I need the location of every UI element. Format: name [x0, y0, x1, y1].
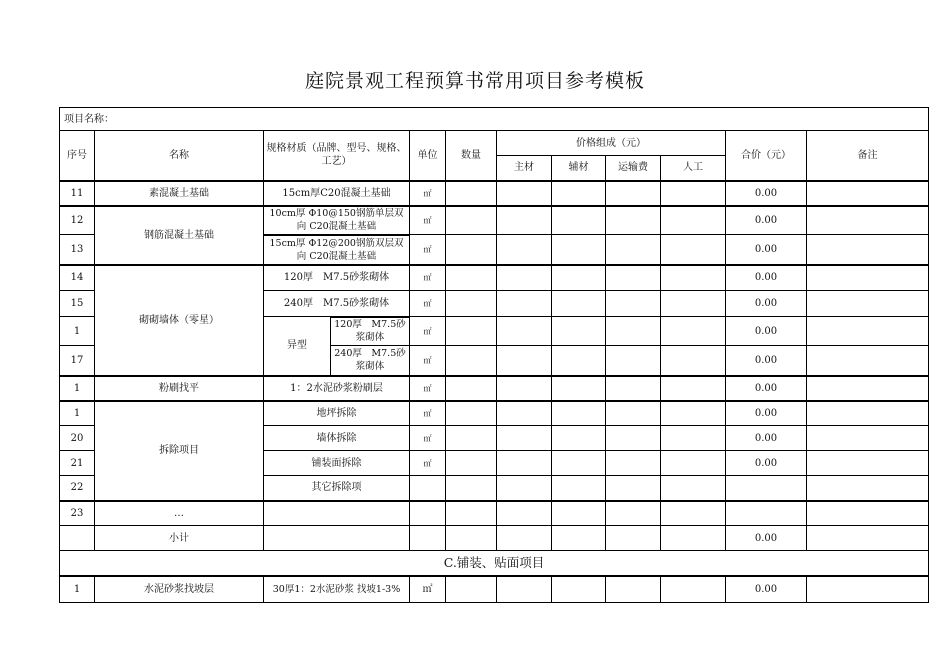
row-qty — [446, 346, 497, 376]
row-unit: ㎡ — [410, 346, 446, 376]
header-labor: 人工 — [661, 156, 726, 181]
row-total — [726, 476, 807, 501]
row-freight — [606, 265, 661, 291]
row-qty — [446, 265, 497, 291]
row-freight — [606, 501, 661, 526]
table-row — [60, 501, 929, 526]
row-labor — [661, 376, 726, 401]
row-index: 1 — [60, 401, 95, 426]
row-name: … — [95, 501, 264, 526]
row-unit — [410, 526, 446, 551]
row-spec: 10cm厚 Φ10@150钢筋单层双向 C20混凝土基础 — [264, 206, 410, 235]
row-index: 17 — [60, 346, 95, 376]
row-unit: ㎡ — [410, 265, 446, 291]
row-freight — [606, 346, 661, 376]
row-main — [497, 576, 552, 603]
row-freight — [606, 206, 661, 235]
subtotal-row — [60, 526, 929, 551]
header-aux: 辅材 — [552, 156, 606, 181]
row-index: 1 — [60, 376, 95, 401]
row-main — [497, 401, 552, 426]
row-aux — [552, 317, 606, 346]
row-spec: 120厚 M7.5砂浆砌体 — [331, 317, 410, 346]
row-main — [497, 235, 552, 265]
row-freight — [606, 451, 661, 476]
table-row — [60, 181, 929, 206]
row-labor — [661, 476, 726, 501]
row-index: 22 — [60, 476, 95, 501]
row-total — [726, 501, 807, 526]
row-labor — [661, 265, 726, 291]
row-remark — [807, 426, 929, 451]
row-index: 1 — [60, 576, 95, 603]
table-row — [60, 401, 929, 426]
row-aux — [552, 576, 606, 603]
row-spec: 铺装面拆除 — [264, 451, 410, 476]
project-name-label: 项目名称： — [60, 108, 929, 131]
row-aux — [552, 346, 606, 376]
row-aux — [552, 426, 606, 451]
row-spec — [264, 526, 410, 551]
row-unit: ㎡ — [410, 451, 446, 476]
row-spec: 120厚 M7.5砂浆砌体 — [264, 265, 410, 291]
row-index — [60, 526, 95, 551]
row-remark — [807, 235, 929, 265]
header-freight: 运输费 — [606, 156, 661, 181]
row-main — [497, 291, 552, 317]
row-main — [497, 206, 552, 235]
row-index: 21 — [60, 451, 95, 476]
row-group-name: 拆除项目 — [95, 401, 264, 501]
row-labor — [661, 501, 726, 526]
table-row — [60, 265, 929, 291]
row-spec: 15cm厚C20混凝土基础 — [264, 181, 410, 206]
row-aux — [552, 526, 606, 551]
row-aux — [552, 376, 606, 401]
row-aux — [552, 265, 606, 291]
row-total: 0.00 — [726, 317, 807, 346]
row-main — [497, 265, 552, 291]
row-spec: 其它拆除项 — [264, 476, 410, 501]
project-name-row — [60, 108, 929, 131]
row-qty — [446, 426, 497, 451]
row-remark — [807, 291, 929, 317]
row-unit — [410, 476, 446, 501]
row-index: 12 — [60, 206, 95, 235]
row-main — [497, 451, 552, 476]
row-remark — [807, 346, 929, 376]
row-labor — [661, 235, 726, 265]
row-qty — [446, 181, 497, 206]
row-aux — [552, 206, 606, 235]
row-unit — [410, 501, 446, 526]
row-index: 23 — [60, 501, 95, 526]
row-freight — [606, 426, 661, 451]
row-aux — [552, 476, 606, 501]
row-qty — [446, 576, 497, 603]
row-aux — [552, 181, 606, 206]
row-spec: 15cm厚 Φ12@200钢筋双层双向 C20混凝土基础 — [264, 235, 410, 265]
row-qty — [446, 317, 497, 346]
row-freight — [606, 401, 661, 426]
subtotal-total: 0.00 — [726, 526, 807, 551]
row-total: 0.00 — [726, 265, 807, 291]
row-total: 0.00 — [726, 576, 807, 603]
row-spec — [264, 501, 410, 526]
row-qty — [446, 235, 497, 265]
row-total: 0.00 — [726, 426, 807, 451]
header-name: 名称 — [95, 131, 264, 181]
header-qty: 数量 — [446, 131, 497, 181]
page-title: 庭院景观工程预算书常用项目参考模板 — [304, 70, 645, 92]
row-qty — [446, 376, 497, 401]
row-freight — [606, 576, 661, 603]
row-total: 0.00 — [726, 401, 807, 426]
row-remark — [807, 526, 929, 551]
header-spec: 规格材质（品牌、型号、规格、工艺） — [264, 131, 410, 181]
row-aux — [552, 451, 606, 476]
header-main: 主材 — [497, 156, 552, 181]
row-freight — [606, 291, 661, 317]
row-name: 水泥砂浆找坡层 — [95, 576, 264, 603]
row-main — [497, 317, 552, 346]
row-spec: 地坪拆除 — [264, 401, 410, 426]
row-labor — [661, 426, 726, 451]
row-total: 0.00 — [726, 181, 807, 206]
row-remark — [807, 401, 929, 426]
row-index: 11 — [60, 181, 95, 206]
row-total: 0.00 — [726, 206, 807, 235]
row-freight — [606, 526, 661, 551]
row-subgroup-name: 异型 — [264, 317, 331, 376]
row-unit: ㎡ — [410, 291, 446, 317]
row-labor — [661, 206, 726, 235]
row-labor — [661, 346, 726, 376]
row-labor — [661, 181, 726, 206]
row-remark — [807, 451, 929, 476]
row-group-name: 砌砌墙体（零星） — [95, 265, 264, 376]
subtotal-label: 小计 — [95, 526, 264, 551]
row-index: 15 — [60, 291, 95, 317]
section-row — [60, 551, 929, 576]
row-freight — [606, 317, 661, 346]
row-main — [497, 346, 552, 376]
row-main — [497, 526, 552, 551]
row-labor — [661, 401, 726, 426]
row-index: 20 — [60, 426, 95, 451]
row-unit: ㎡ — [410, 401, 446, 426]
row-aux — [552, 501, 606, 526]
table-row — [60, 576, 929, 603]
row-freight — [606, 476, 661, 501]
table-row — [60, 376, 929, 401]
header-row-1 — [60, 131, 929, 156]
row-spec: 30厚1：2水泥砂浆 找坡1-3% — [264, 576, 410, 603]
row-index: 14 — [60, 265, 95, 291]
row-qty — [446, 206, 497, 235]
row-spec: 墙体拆除 — [264, 426, 410, 451]
row-index: 13 — [60, 235, 95, 265]
row-qty — [446, 451, 497, 476]
row-qty — [446, 526, 497, 551]
row-group-name: 钢筋混凝土基础 — [95, 206, 264, 265]
row-aux — [552, 291, 606, 317]
header-price-group: 价格组成（元） — [497, 131, 726, 156]
row-total: 0.00 — [726, 291, 807, 317]
budget-table — [59, 107, 929, 603]
row-main — [497, 501, 552, 526]
row-spec: 1：2水泥砂浆粉刷层 — [264, 376, 410, 401]
row-main — [497, 181, 552, 206]
row-unit: ㎡ — [410, 426, 446, 451]
row-qty — [446, 476, 497, 501]
row-total: 0.00 — [726, 451, 807, 476]
row-unit: ㎡ — [410, 181, 446, 206]
row-qty — [446, 501, 497, 526]
row-main — [497, 426, 552, 451]
row-aux — [552, 235, 606, 265]
row-remark — [807, 206, 929, 235]
row-unit: ㎡ — [410, 206, 446, 235]
row-index: 1 — [60, 317, 95, 346]
row-unit: ㎡ — [410, 235, 446, 265]
row-labor — [661, 526, 726, 551]
header-unit: 单位 — [410, 131, 446, 181]
row-labor — [661, 576, 726, 603]
row-total: 0.00 — [726, 376, 807, 401]
table-row — [60, 206, 929, 235]
row-total: 0.00 — [726, 346, 807, 376]
row-unit: ㎡ — [410, 576, 446, 603]
row-main — [497, 476, 552, 501]
row-qty — [446, 291, 497, 317]
row-unit: ㎡ — [410, 317, 446, 346]
row-spec: 240厚 M7.5砂浆砌体 — [264, 291, 410, 317]
header-total: 合价（元） — [726, 131, 807, 181]
row-total: 0.00 — [726, 235, 807, 265]
row-remark — [807, 181, 929, 206]
row-remark — [807, 317, 929, 346]
row-remark — [807, 476, 929, 501]
row-name: 粉刷找平 — [95, 376, 264, 401]
row-labor — [661, 291, 726, 317]
row-main — [497, 376, 552, 401]
row-freight — [606, 376, 661, 401]
row-aux — [552, 401, 606, 426]
row-remark — [807, 576, 929, 603]
row-remark — [807, 265, 929, 291]
row-remark — [807, 376, 929, 401]
row-labor — [661, 317, 726, 346]
row-unit: ㎡ — [410, 376, 446, 401]
row-name: 素混凝土基础 — [95, 181, 264, 206]
row-spec: 240厚 M7.5砂浆砌体 — [331, 346, 410, 376]
row-remark — [807, 501, 929, 526]
header-remark: 备注 — [807, 131, 929, 181]
row-qty — [446, 401, 497, 426]
header-index: 序号 — [60, 131, 95, 181]
row-labor — [661, 451, 726, 476]
row-freight — [606, 181, 661, 206]
row-freight — [606, 235, 661, 265]
section-title: C.铺装、贴面项目 — [60, 551, 929, 576]
